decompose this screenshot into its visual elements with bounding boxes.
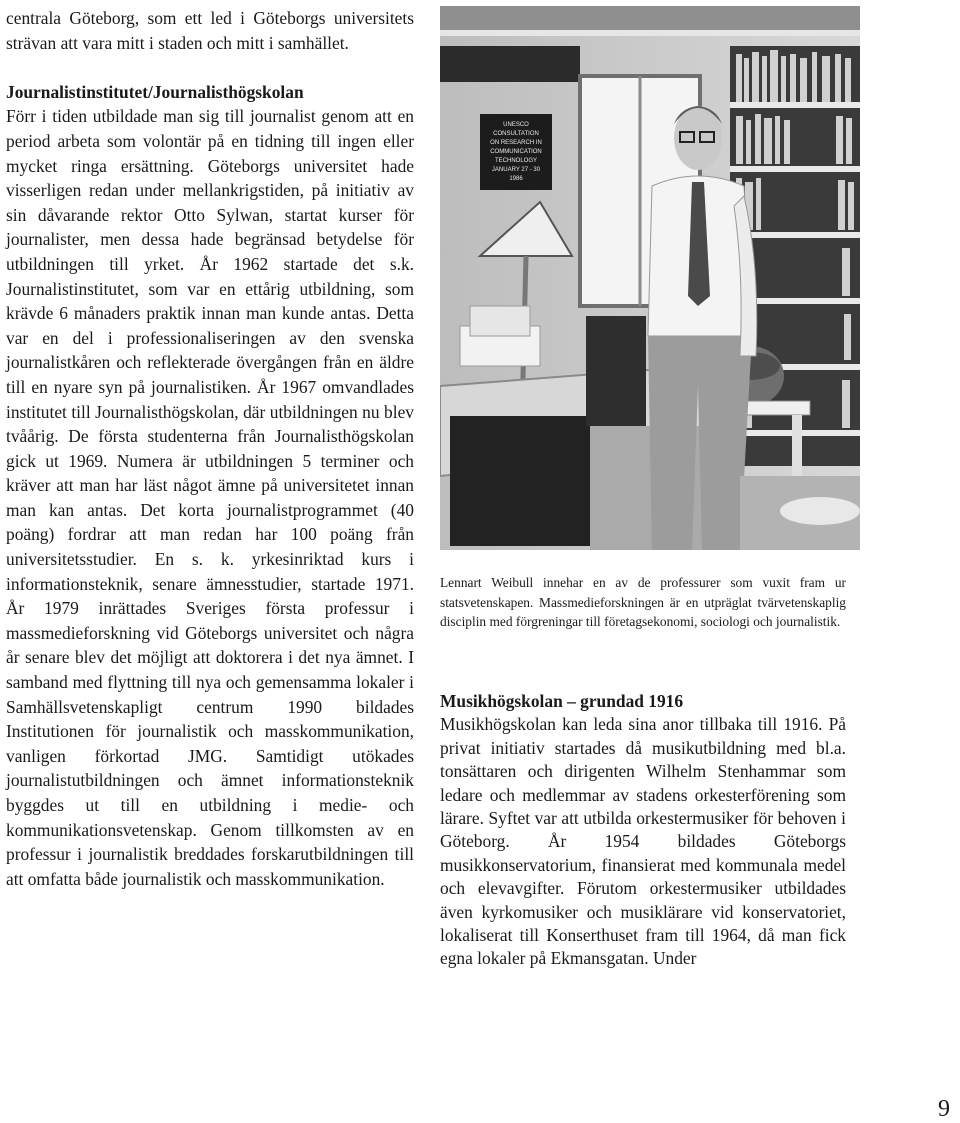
left-column [6,6,414,891]
page-number: 9 [938,1096,950,1122]
music-paragraph: Musikhögskolan kan leda sina anor tillbaka till 1916. På privat initiativ startades då musikutbildning med bl.a. tonsättaren och dirigenten Wilhelm Stenhammar som ledare och medlemmar av stadens orkesterförening som lärare. Syftet var att utbilda orkestermusiker för behoven i Göteborg. År 1954 bildades Göteborgs musikkonservatorium, finansierat med kommunala medel och elevavgifter. Förutom orkestermusiker utbildades även kyrkomusiker och musiklärare vid konservatoriet, lokaliserat till Konserthuset fram till 1964, då man fick egna lokaler på Ekmansgatan. Under [440,714,846,969]
poster-line: TECHNOLOGY [494,158,538,164]
poster-line: COMMUNICATION [490,149,542,155]
poster-line: CONSULTATION [493,131,539,137]
office-photo [440,6,860,550]
intro-paragraph: centrala Göteborg, som ett led i Göteborgs universitets strävan att vara mitt i staden och mitt i samhället. [6,8,414,53]
right-column [440,690,846,971]
journalism-paragraph: Förr i tiden utbildade man sig till journalist genom att en period arbeta som volontär på en tidning till ingen eller mycket ringa ersättning. Göteborgs universitet hade visserligen redan under mellankrigstiden, på initiativ av sin dåvarande rektor Otto Sylwan, startat kurser för journalister, men dessa hade begränsad betydelse för utbildningen till yrket. År 1962 startade det s.k. Journalistinstitutet, som var en ettårig utbildning, som krävde 6 månaders praktik innan man kunde antas. Detta var en del i professionaliseringen av den svenska journalistkåren och reflekterade övergången från en äldre till en nyare syn på journalistiken. År 1967 omvandlades institutet till Journalisthögskolan, där utbildningen nu blev tvåårig. De första studenterna från Journalisthögskolan gick ut 1969. Numera är utbildningen 5 terminer och kräver att man har läst något ämne på universitetet innan man kan antas. Det korta journalistprogrammet (40 poäng) fordrar att man redan har 100 poäng från universitetsstudier. En s. k. yrkesinriktad kurs i informationsteknik, senare ämnesstudier, startade 1971. År 1979 inrättades Sveriges första professur i massmedieforskning vid Göteborgs universitet och några år senare blev det möjligt att doktorera i det nya ämnet. I samband med flyttning till nya och gemensamma lokaler i Samhällsvetenskapligt centrum 1990 bildades Institutionen för journalistik och masskommunikation, vanligen förkortad JMG. Samtidigt utökades journalistutbildningen och ämnet informationsteknik byggdes ut till en utbildning i medie- och kommunikationsvetenskap. Genom tillkomsten av en professur i journalistik breddades forskarutbildningen till att omfatta både journalistik och masskommunikation. [6,106,414,889]
poster-line: UNESCO [503,122,529,128]
section-heading-journalism: Journalistinstitutet/Journalisthögskolan [6,81,304,102]
poster-line: 1986 [509,176,523,182]
poster-line: JANUARY 27 - 30 [491,167,541,173]
section-heading-music: Musikhögskolan – grundad 1916 [440,691,684,711]
poster-line: ON RESEARCH IN [490,140,542,146]
photo-caption: Lennart Weibull innehar en av de professurer som vuxit fram ur statsvetenskapen. Massmedieforskningen är en utpräglat tvärvetenskaplig disciplin med förgreningar till företagsekonomi, sociologi och journalistik. [440,575,846,630]
